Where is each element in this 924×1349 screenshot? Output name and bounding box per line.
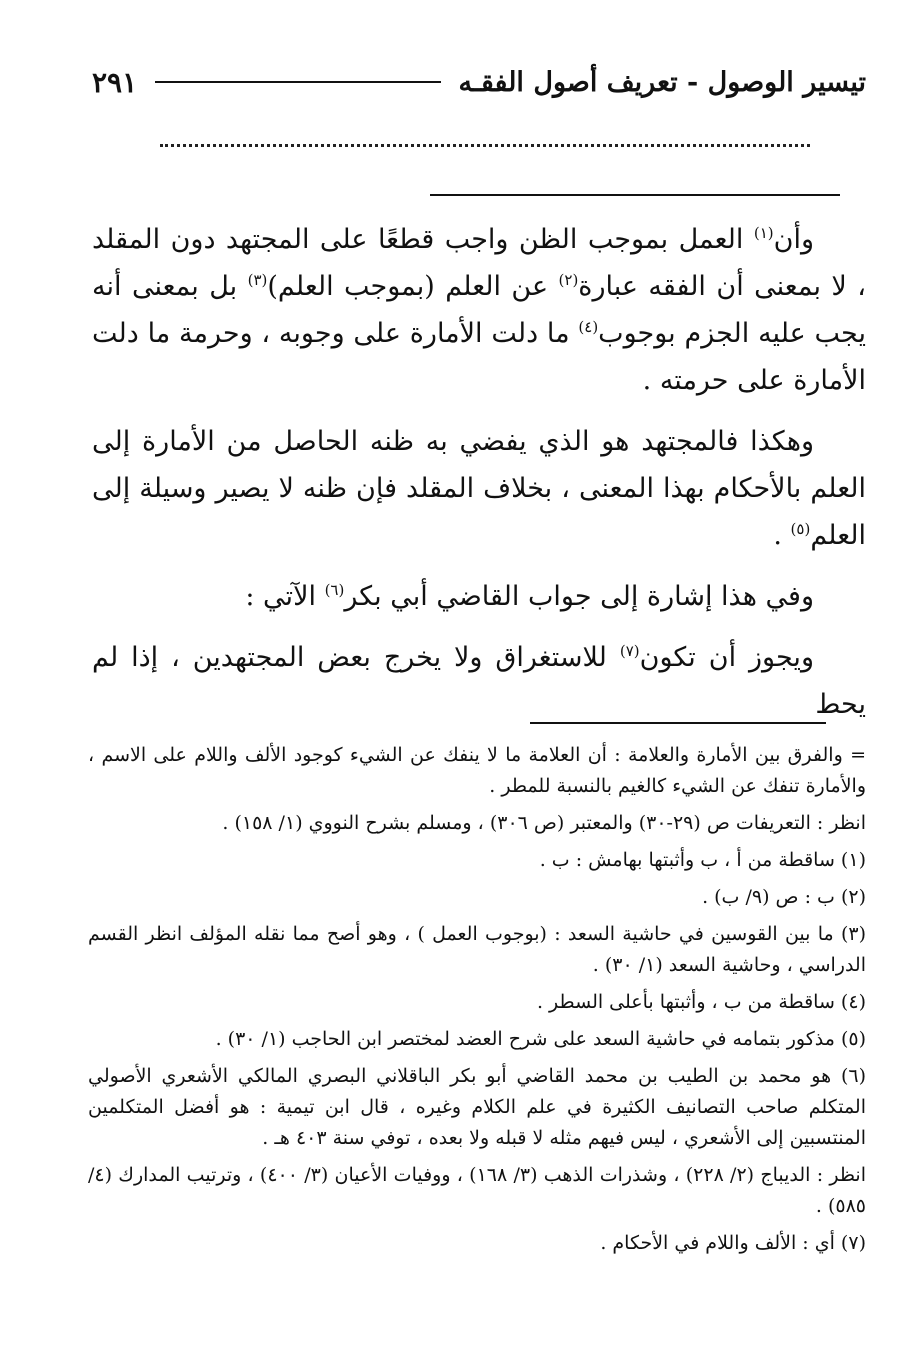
text-run: . <box>773 520 791 551</box>
dotted-separator <box>160 144 810 147</box>
footnotes <box>88 740 866 1265</box>
text-run: وأن <box>773 224 814 255</box>
text-run: للاستغراق ولا يخرج بعض المجتهدين ، إذا لم يحط <box>92 642 866 720</box>
paragraph-2 <box>92 418 866 559</box>
paragraph-3 <box>92 573 866 620</box>
footnote-rule <box>530 722 826 724</box>
paragraph-4 <box>92 634 866 728</box>
page-number: ٢٩١ <box>92 65 138 99</box>
text-run: عن العلم (بموجب العلم) <box>267 271 559 302</box>
footnote-4: (٤) ساقطة من ب ، وأثبتها بأعلى السطر . <box>536 991 866 1013</box>
footnote-ref-5: (٥) <box>790 520 811 538</box>
footnote-ref-4: (٤) <box>578 318 599 336</box>
footnote-7: (٧) أي : الألف واللام في الأحكام . <box>600 1232 866 1254</box>
paragraph-1 <box>92 216 866 404</box>
footnote-1: (١) ساقطة من أ ، ب وأثبتها بهامش : ب . <box>539 849 866 871</box>
text-run: ما دلت الأمارة على وجوبه ، وحرمة ما دلت الأمارة على حرمته . <box>92 318 866 396</box>
footnote-2: (٢) ب : ص (٩/ ب) . <box>702 886 866 908</box>
footnote-continuation-refs: انظر : التعريفات ص (٢٩-٣٠) والمعتبر (ص ٣٠٦) ، ومسلم بشرح النووي (١/ ١٥٨) . <box>222 812 866 834</box>
text-run: الآتي : <box>245 581 325 612</box>
text-run: ويجوز أن تكون <box>639 642 814 673</box>
footnote-5: (٥) مذكور بتمامه في حاشية السعد على شرح العضد لمختصر ابن الحاجب (١/ ٣٠) . <box>215 1028 866 1050</box>
footnote-ref-6: (٦) <box>324 581 345 599</box>
footnote-ref-2: (٢) <box>558 271 579 289</box>
header-rule <box>155 81 440 83</box>
running-title: تيسير الوصول - تعريف أصول الفقـه <box>458 66 866 98</box>
footnote-ref-1: (١) <box>753 224 774 242</box>
main-text <box>92 216 866 742</box>
footnote-3: (٣) ما بين القوسين في حاشية السعد : (بوجوب العمل ) ، وهو أصح مما نقله المؤلف انظر القسم الدراسي ، وحاشية السعد (١/ ٣٠) . <box>88 923 866 976</box>
text-run: العمل بموجب الظن واجب قطعًا على المجتهد دون المقلد ، لا بمعنى أن الفقه عبارة <box>92 224 866 302</box>
footnote-6: (٦) هو محمد بن الطيب بن محمد القاضي أبو بكر الباقلاني البصري المالكي الأشعري الأصولي المتكلم صاحب التصانيف الكثيرة في علم الكلام وغيره ، قال ابن تيمية : هو أفضل المتكلمين المنتسبين إلى الأشعري ، ليس فيهم مثله لا قبله ولا بعده ، توفي سنة ٤٠٣ هـ . <box>88 1065 866 1149</box>
section-rule <box>430 194 840 196</box>
text-run: وفي هذا إشارة إلى جواب القاضي أبي بكر <box>344 581 814 612</box>
footnote-ref-3: (٣) <box>247 271 268 289</box>
running-header <box>92 62 866 102</box>
footnote-6-references: انظر : الديباج (٢/ ٢٢٨) ، وشذرات الذهب (٣/ ١٦٨) ، ووفيات الأعيان (٣/ ٤٠٠) ، وترتيب المدارك (٤/ ٥٨٥) . <box>88 1164 866 1217</box>
footnote-continuation: = والفرق بين الأمارة والعلامة : أن العلامة ما لا ينفك عن الشيء كوجود الألف واللام على الاسم ، والأمارة تنفك عن الشيء كالغيم بالنسبة للمطر . <box>88 744 866 797</box>
text-run: وهكذا فالمجتهد هو الذي يفضي به ظنه الحاصل من الأمارة إلى العلم بالأحكام بهذا المعنى ، بخلاف المقلد فإن ظنه لا يصير وسيلة إلى العلم <box>92 426 866 551</box>
footnote-ref-7: (٧) <box>619 642 640 660</box>
text-run: بل بمعنى أنه يجب عليه الجزم بوجوب <box>92 271 866 349</box>
